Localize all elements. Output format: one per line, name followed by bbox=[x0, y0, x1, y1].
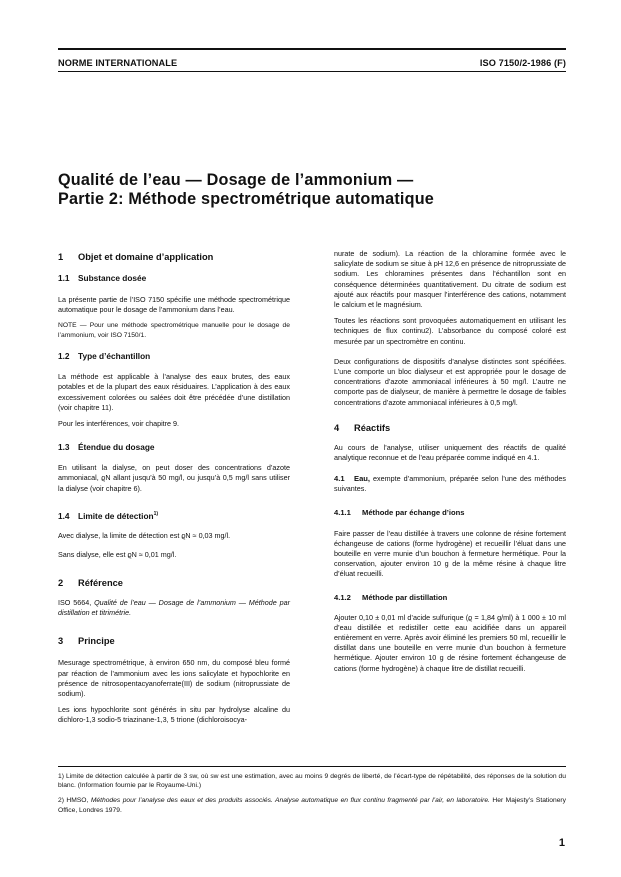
right-column bbox=[334, 249, 566, 674]
section-4-heading: 4 Réactifs bbox=[334, 422, 391, 433]
section-4-1-1-text: Faire passer de l’eau distillée à travers une colonne de résine fortement échangeuse de cations (forme hydrogène) et recueillir l’éluat dans une bouteille en verre munie d’un bouchon à fermeture hermétique. Pour la conservation, ajouter environ 10 g de la même résine à chaque litre d’éluat recueilli. bbox=[334, 528, 566, 579]
section-1-2-text2: Pour les interférences, voir chapitre 9. bbox=[58, 419, 180, 429]
section-1-1-heading: 1.1 Substance dosée bbox=[58, 273, 147, 283]
section-4-1-1-heading: 4.1.1 Méthode par échange d’ions bbox=[334, 507, 465, 517]
section-2-heading: 2 Référence bbox=[58, 578, 123, 589]
section-4-1-2-heading: 4.1.2 Méthode par distillation bbox=[334, 592, 448, 602]
header-bottom-rule bbox=[58, 71, 566, 72]
section-1-4-heading: 1.4 Limite de détection$^{1)}$ bbox=[58, 510, 159, 521]
section-2-reference: ISO 5664, Qualité de l’eau — Dosage de l’ammonium — Méthode par distillation et titrimétrie. bbox=[58, 598, 290, 618]
section-1-3-text: En utilisant la dialyse, on peut doser des concentrations d’azote ammoniacal, ϱN allant jusqu’à 50 mg/l, ou jusqu’à 0,5 mg/l sans utiliser la dialyse (voir chapitre 6). bbox=[58, 463, 290, 493]
section-1-1-note: NOTE — Pour une méthode spectrométrique manuelle pour le dosage de l’ammonium, voir ISO 7150/1. bbox=[58, 322, 290, 339]
header-standard-number: ISO 7150/2-1986 (F) bbox=[479, 58, 566, 68]
page-number: 1 bbox=[558, 837, 565, 849]
section-1-heading: 1 Objet et domaine d’application bbox=[58, 252, 214, 262]
principle-continuous-flow-text: Toutes les réactions sont provoquées automatiquement en utilisant les techniques de flux continu2). L’absorbance du composé coloré est mesurée par un spectromètre en continu. bbox=[334, 316, 566, 346]
section-1-4-text1: Avec dialyse, la limite de détection est ϱN ≈ 0,03 mg/l. bbox=[58, 530, 231, 540]
section-1-1-text: La présente partie de l’ISO 7150 spécifie une méthode spectrométrique automatique pour le dosage de l’ammonium dans l’eau. bbox=[58, 295, 290, 315]
header-top-rule bbox=[58, 48, 566, 50]
footnote-1: 1) Limite de détection calculée à partir de 3 sw, où sw est une estimation, avec au moins 9 degrés de liberté, de l’écart-type de répétabilité, des réponses de la solution du blanc. (Information fournie par le Royaume-Uni.) bbox=[58, 773, 566, 790]
document-title-line2: Partie 2: Méthode spectrométrique automatique bbox=[58, 190, 434, 208]
document-title-line1: Qualité de l’eau — Dosage de l’ammonium — bbox=[58, 171, 414, 189]
section-1-3-heading: 1.3 Étendue du dosage bbox=[58, 442, 155, 453]
section-4-text: Au cours de l’analyse, utiliser uniquement des réactifs de qualité analytique reconnue et de l’eau préparée comme indiqué en 4.1. bbox=[334, 442, 566, 463]
principle-continued-text: nurate de sodium). La réaction de la chloramine formée avec le salicylate de sodium se situe à pH 12,6 en présence de nitroprussiate de sodium. Les chloramines présentes dans l’échantillon sont en conséquence déterminées quantitativement. Du citrate de sodium est ajouté aux réactifs pour masquer l’interférence des cations, notamment le calcium et le magnésium. bbox=[334, 249, 566, 310]
section-4-1-2-text: Ajouter 0,10 ± 0,01 ml d’acide sulfurique (ϱ = 1,84 g/ml) à 1 000 ± 10 ml d’eau distillée et redistiller cette eau acidifiée dans un appareil entièrement en verre. Après avoir éliminé les premiers 50 ml, recueillir le distillat dans une bouteille en verre munie d’un bouchon à fermeture hermétique. Ajouter environ 10 g de résine fortement échangeuse de cations (forme hydrogène) à chaque litre de distillat recueilli. bbox=[334, 612, 566, 673]
principle-configurations-text: Deux configurations de dispositifs d’analyse distinctes sont spécifiées. L’une comporte un bloc dialyseur et est appropriée pour le dosage de concentrations d’azote ammoniacal inférieures à 50 mg/l. L’autre ne comporte pas de dialyseur, de manière à permettre le dosage de faibles concentrations d’azote ammoniacal inférieures à 0,5 mg/l. bbox=[334, 356, 566, 407]
section-3-text1: Mesurage spectrométrique, à environ 650 nm, du composé bleu formé par réaction de l’ammonium avec les ions salicylate et hypochlorite en présence de nitrosopentacyanoferrate(III) de sodium (nitroprussiate de sodium). bbox=[58, 658, 290, 699]
section-1-4-text2: Sans dialyse, elle est ϱN ≈ 0,01 mg/l. bbox=[58, 549, 177, 559]
header-standard-type: NORME INTERNATIONALE bbox=[58, 58, 178, 68]
section-3-heading: 3 Principe bbox=[58, 636, 115, 647]
footnote-2: 2) HMSO, Méthodes pour l’analyse des eaux et des produits associés. Analyse automatique en flux continu fragmenté par l’air, en laboratoire. Her Majesty’s Stationery Office, Londres 1979. bbox=[58, 797, 567, 814]
section-1-2-heading: 1.2 Type d’échantillon bbox=[58, 351, 151, 362]
section-4-1: 4.1 Eau, exempte d’ammonium, préparée selon l’une des méthodes suivantes. bbox=[334, 474, 567, 494]
footnotes bbox=[58, 772, 566, 815]
footnote-separator bbox=[58, 766, 566, 767]
left-column bbox=[58, 251, 290, 726]
section-3-text2: Les ions hypochlorite sont générés in situ par hydrolyse alcaline du dichloro-1,3 sodio-5 triazinane-1,3, 5 trione (dichloroisocya- bbox=[58, 705, 290, 725]
section-1-2-text: La méthode est applicable à l’analyse des eaux brutes, des eaux potables et de la plupart des eaux résiduaires. L’application à des eaux excessivement colorées ou salées doit être précédée d’une distillation (voir chapitre 11). bbox=[58, 372, 290, 412]
